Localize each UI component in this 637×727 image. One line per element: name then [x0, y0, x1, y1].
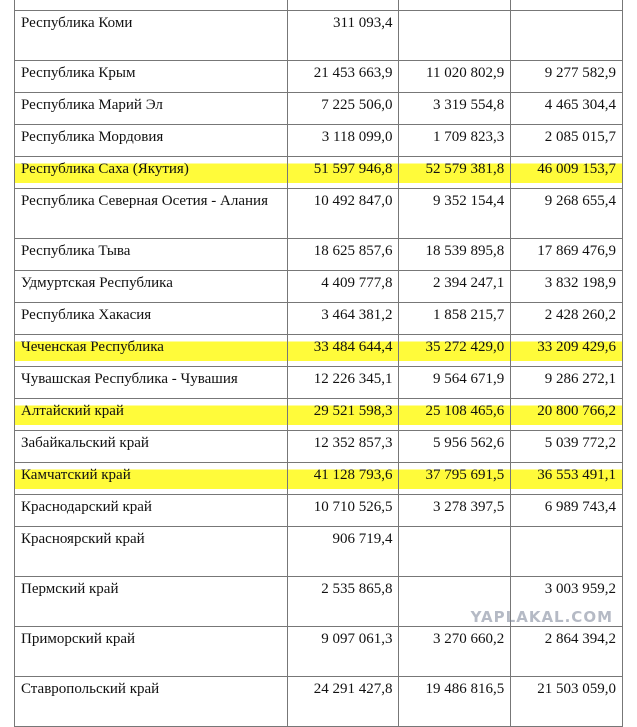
value-3-cell: 9 268 655,4	[511, 189, 623, 239]
value-3-cell: 2 864 394,2	[511, 627, 623, 677]
value-2-cell	[399, 11, 511, 61]
table-row	[15, 677, 623, 727]
value-1-cell: 18 625 857,6	[287, 239, 399, 271]
value-3-cell: 33 209 429,6	[511, 335, 623, 367]
region-name-cell: Республика Марий Эл	[15, 93, 288, 125]
value-3-cell: 5 039 772,2	[511, 431, 623, 463]
value-1-cell: 3 118 099,0	[287, 125, 399, 157]
value-1-cell: 51 597 946,8	[287, 157, 399, 189]
region-name-cell: Республика Саха (Якутия)	[15, 157, 288, 189]
region-name-cell: Чувашская Республика - Чувашия	[15, 367, 288, 399]
region-name-cell: Краснодарский край	[15, 495, 288, 527]
value-1-cell: 24 291 427,8	[287, 677, 399, 727]
table-row	[15, 367, 623, 399]
table-row	[15, 61, 623, 93]
region-name-cell: Республика Северная Осетия - Алания	[15, 189, 288, 239]
value-2-cell: 2 394 247,1	[399, 271, 511, 303]
value-3-cell	[511, 11, 623, 61]
value-3-cell	[511, 0, 623, 11]
table-row	[15, 527, 623, 577]
value-2-cell: 1 858 215,7	[399, 303, 511, 335]
table-row	[15, 399, 623, 431]
region-name-cell: Республика Хакасия	[15, 303, 288, 335]
value-1-cell: 29 521 598,3	[287, 399, 399, 431]
value-2-cell: 11 020 802,9	[399, 61, 511, 93]
watermark: YAPLAKAL.COM	[470, 608, 613, 626]
value-1-cell: 906 719,4	[287, 527, 399, 577]
value-2-cell	[399, 0, 511, 11]
value-2-cell: 19 486 816,5	[399, 677, 511, 727]
value-2-cell: 18 539 895,8	[399, 239, 511, 271]
value-3-cell: 2 085 015,7	[511, 125, 623, 157]
region-name-cell: Красноярский край	[15, 527, 288, 577]
value-3-cell: 3 832 198,9	[511, 271, 623, 303]
value-1-cell	[287, 0, 399, 11]
region-name-cell: Пермский край	[15, 577, 288, 627]
value-1-cell: 3 464 381,2	[287, 303, 399, 335]
region-name-cell: Удмуртская Республика	[15, 271, 288, 303]
value-3-cell: 6 989 743,4	[511, 495, 623, 527]
region-name-cell: Республика Коми	[15, 11, 288, 61]
value-3-cell	[511, 527, 623, 577]
table-row	[15, 125, 623, 157]
value-1-cell: 12 226 345,1	[287, 367, 399, 399]
region-name-cell: Камчатский край	[15, 463, 288, 495]
value-1-cell: 12 352 857,3	[287, 431, 399, 463]
value-2-cell	[399, 527, 511, 577]
value-1-cell: 10 710 526,5	[287, 495, 399, 527]
value-2-cell: 35 272 429,0	[399, 335, 511, 367]
value-2-cell: 9 352 154,4	[399, 189, 511, 239]
value-3-cell: 4 465 304,4	[511, 93, 623, 125]
value-1-cell: 41 128 793,6	[287, 463, 399, 495]
value-3-cell: 20 800 766,2	[511, 399, 623, 431]
value-2-cell: 5 956 562,6	[399, 431, 511, 463]
region-name-cell: Ставропольский край	[15, 677, 288, 727]
table-row	[15, 431, 623, 463]
value-2-cell: 3 270 660,2	[399, 627, 511, 677]
value-1-cell: 10 492 847,0	[287, 189, 399, 239]
table-row	[15, 335, 623, 367]
region-name-cell: Республика Крым	[15, 61, 288, 93]
region-name-cell: Приморский край	[15, 627, 288, 677]
table-row	[15, 157, 623, 189]
region-name-cell: Республика Мордовия	[15, 125, 288, 157]
value-2-cell: 3 319 554,8	[399, 93, 511, 125]
table-row	[15, 463, 623, 495]
value-3-cell: 2 428 260,2	[511, 303, 623, 335]
value-1-cell: 311 093,4	[287, 11, 399, 61]
region-name-cell: Забайкальский край	[15, 431, 288, 463]
table-row	[15, 93, 623, 125]
table-row	[15, 239, 623, 271]
value-1-cell: 33 484 644,4	[287, 335, 399, 367]
region-name-cell: Алтайский край	[15, 399, 288, 431]
value-2-cell: 3 278 397,5	[399, 495, 511, 527]
value-2-cell: 9 564 671,9	[399, 367, 511, 399]
table-row	[15, 271, 623, 303]
region-name-cell: Чеченская Республика	[15, 335, 288, 367]
value-3-cell: 3 003 959,2	[511, 577, 623, 627]
value-2-cell: 25 108 465,6	[399, 399, 511, 431]
table-row	[15, 189, 623, 239]
value-2-cell: 1 709 823,3	[399, 125, 511, 157]
value-3-cell: 46 009 153,7	[511, 157, 623, 189]
value-1-cell: 2 535 865,8	[287, 577, 399, 627]
table-row	[15, 11, 623, 61]
value-3-cell: 36 553 491,1	[511, 463, 623, 495]
value-3-cell: 17 869 476,9	[511, 239, 623, 271]
region-name-cell	[15, 0, 288, 11]
table-row	[15, 303, 623, 335]
table-row	[15, 0, 623, 11]
value-1-cell: 9 097 061,3	[287, 627, 399, 677]
value-1-cell: 7 225 506,0	[287, 93, 399, 125]
table-row	[15, 495, 623, 527]
value-1-cell: 4 409 777,8	[287, 271, 399, 303]
table-row	[15, 627, 623, 677]
region-name-cell: Республика Тыва	[15, 239, 288, 271]
value-3-cell: 9 277 582,9	[511, 61, 623, 93]
value-2-cell: 52 579 381,8	[399, 157, 511, 189]
value-2-cell: 37 795 691,5	[399, 463, 511, 495]
value-3-cell: 9 286 272,1	[511, 367, 623, 399]
value-1-cell: 21 453 663,9	[287, 61, 399, 93]
value-3-cell: 21 503 059,0	[511, 677, 623, 727]
